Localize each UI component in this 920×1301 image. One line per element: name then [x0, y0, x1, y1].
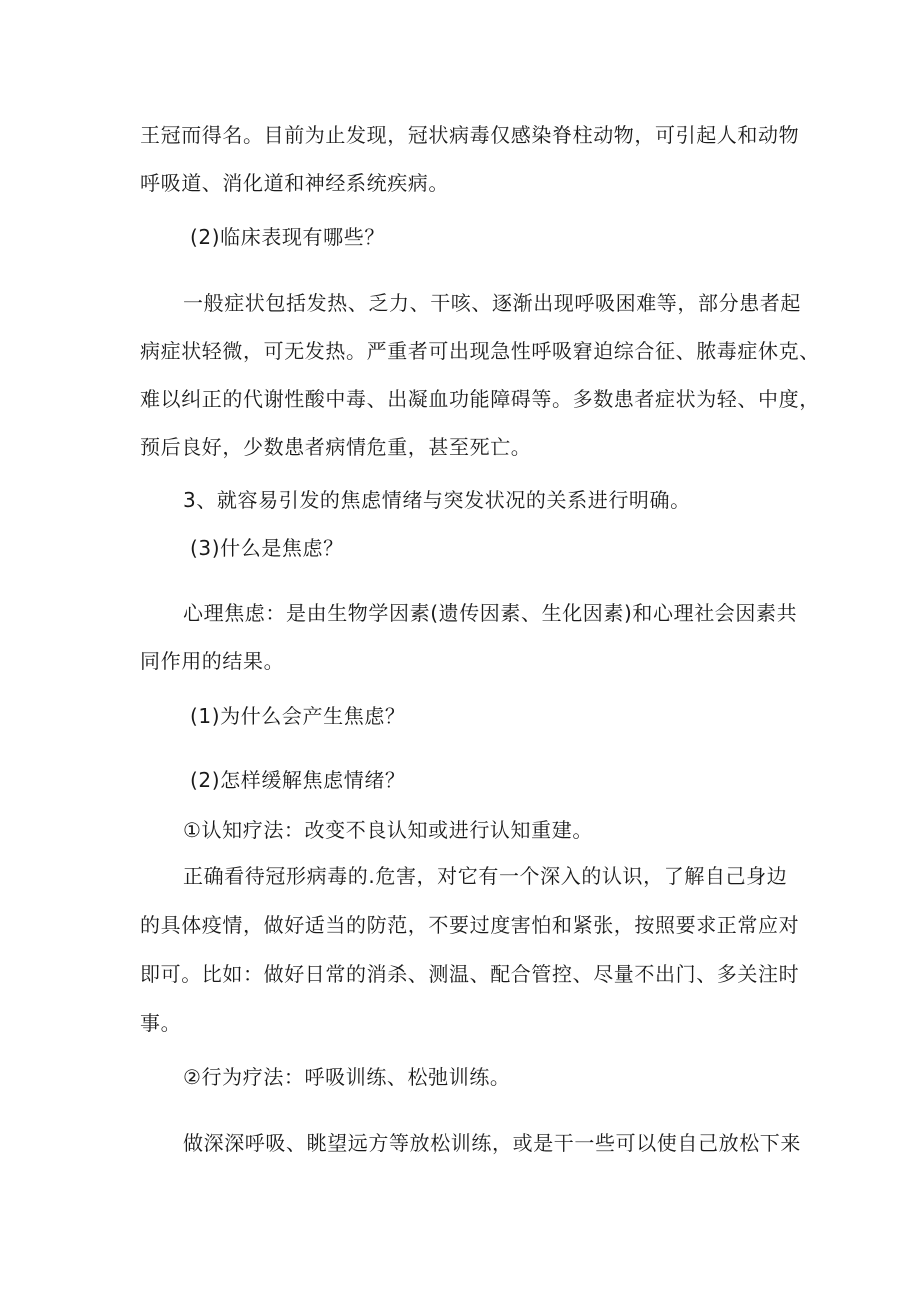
paragraph-line: ①认知疗法：改变不良认知或进行认知重建。	[183, 818, 593, 842]
paragraph-line: 正确看待冠形病毒的.危害，对它有一个深入的认识，了解自己身边	[183, 864, 788, 888]
paragraph-line: 预后良好，少数患者病情危重，甚至死亡。	[140, 435, 532, 459]
section-heading: 3、就容易引发的焦虑情绪与突发状况的关系进行明确。	[183, 488, 691, 512]
paragraph-line: 同作用的结果。	[140, 649, 285, 673]
section-heading: (2)临床表现有哪些？	[190, 225, 385, 249]
paragraph-line: 即可。比如：做好日常的消杀、测温、配合管控、尽量不出门、多关注时	[140, 962, 800, 986]
section-heading: (3)什么是焦虑？	[190, 536, 344, 560]
section-heading: (2)怎样缓解焦虑情绪？	[190, 768, 406, 792]
section-heading: (1)为什么会产生焦虑？	[190, 704, 406, 728]
paragraph-line: ②行为疗法：呼吸训练、松弛训练。	[183, 1065, 511, 1089]
paragraph-line: 做深深呼吸、眺望远方等放松训练，或是干一些可以使自己放松下来	[183, 1131, 801, 1155]
paragraph-line: 事。	[140, 1011, 182, 1035]
paragraph-line: 病症状轻微，可无发热。严重者可出现急性呼吸窘迫综合征、脓毒症休克、	[140, 339, 820, 363]
paragraph-line: 的具体疫情，做好适当的防范，不要过度害怕和紧张，按照要求正常应对	[140, 913, 800, 937]
paragraph-line: 王冠而得名。目前为止发现，冠状病毒仅感染脊柱动物，可引起人和动物	[140, 123, 800, 147]
paragraph-line: 呼吸道、消化道和神经系统疾病。	[140, 171, 449, 195]
paragraph-line: 心理焦虑：是由生物学因素(遗传因素、生化因素)和心理社会因素共	[183, 601, 798, 625]
paragraph-line: 一般症状包括发热、乏力、干咳、逐渐出现呼吸困难等，部分患者起	[183, 291, 801, 315]
paragraph-line: 难以纠正的代谢性酸中毒、出凝血功能障碍等。多数患者症状为轻、中度，	[140, 387, 820, 411]
